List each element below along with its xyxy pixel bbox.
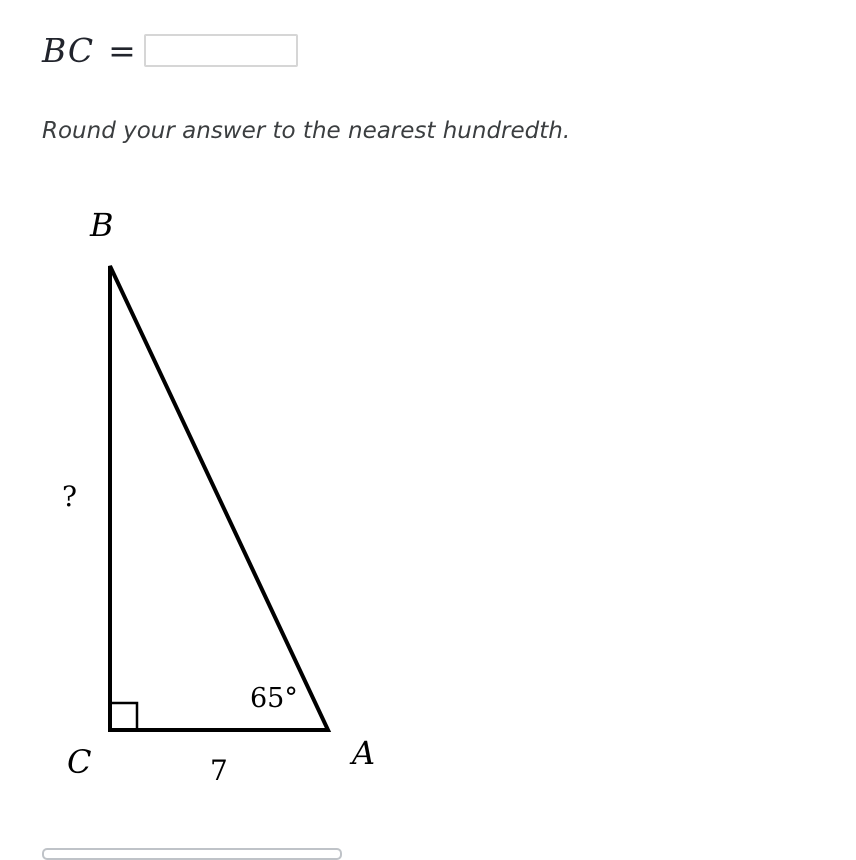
angle-label-a: 65° — [250, 683, 298, 714]
check-button-edge[interactable] — [42, 848, 342, 860]
variable-label: BC — [42, 30, 95, 70]
vertex-label-c: C — [67, 743, 92, 781]
equals-sign: = — [108, 30, 136, 70]
triangle-outline — [110, 266, 328, 730]
side-label-bc: ? — [62, 480, 78, 513]
vertex-label-b: B — [90, 206, 114, 244]
vertex-label-a: A — [352, 734, 376, 772]
right-angle-marker — [110, 703, 137, 730]
side-label-ca: 7 — [210, 754, 228, 787]
instructions-text: Round your answer to the nearest hundredth. — [42, 118, 571, 144]
